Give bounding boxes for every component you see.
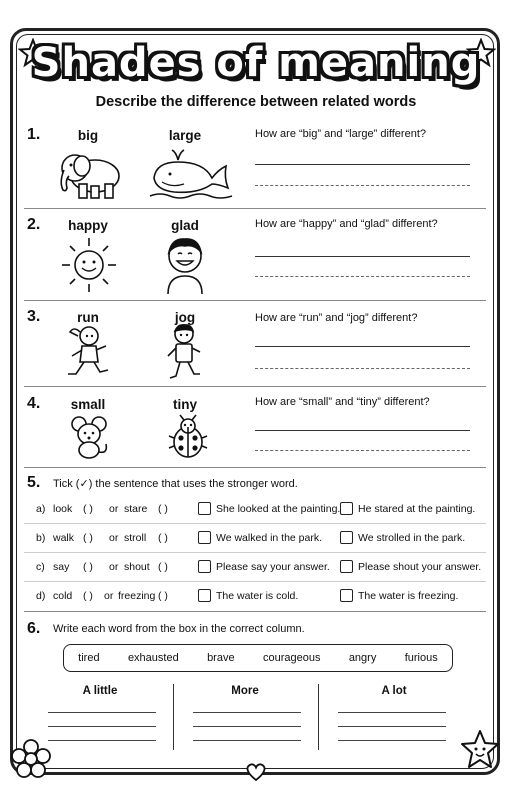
or-text: or [104, 590, 114, 602]
or-text: or [109, 503, 119, 515]
answer-line[interactable] [255, 185, 470, 186]
whale-icon [148, 148, 236, 200]
answer-line[interactable] [255, 256, 470, 257]
divider [24, 467, 486, 468]
checkbox[interactable] [198, 589, 211, 602]
answer-line[interactable] [255, 430, 470, 431]
checkbox[interactable] [198, 502, 211, 515]
question-text: How are “big” and “large” different? [255, 128, 426, 140]
tick-paren[interactable]: ( ) [83, 561, 93, 573]
word-box-item: tired [78, 652, 100, 664]
tick-paren[interactable]: ( ) [158, 590, 168, 602]
smiling-boy-icon [160, 232, 210, 296]
flower-icon [10, 738, 52, 780]
row-divider [24, 552, 486, 553]
column-header: A little [82, 685, 118, 697]
answer-line[interactable] [338, 726, 446, 727]
question-number: 4. [27, 395, 41, 412]
sentence-option: The water is freezing. [358, 590, 459, 602]
jogging-boy-icon [160, 322, 208, 384]
sentence-option: Please shout your answer. [358, 561, 482, 573]
word-option: shout [124, 561, 150, 573]
word-box-item: angry [348, 652, 377, 664]
question-number: 5. [27, 474, 41, 491]
word-label: happy [68, 218, 108, 233]
answer-line[interactable] [255, 346, 470, 347]
answer-line[interactable] [338, 712, 446, 713]
word-option: cold [53, 590, 73, 602]
checkbox[interactable] [198, 560, 211, 573]
word-option: stare [124, 503, 148, 515]
row-letter: b) [36, 532, 46, 544]
section-instruction: Tick (✓) the sentence that uses the stronger word. [53, 478, 298, 490]
ladybug-icon [168, 414, 208, 460]
word-box-item: courageous [262, 652, 321, 664]
page-subtitle: Describe the difference between related words [95, 94, 417, 110]
answer-line[interactable] [255, 450, 470, 451]
question-number: 6. [27, 620, 41, 637]
word-box-item: exhausted [127, 652, 179, 664]
word-label: large [168, 128, 202, 143]
heart-icon [245, 762, 267, 782]
answer-line[interactable] [48, 726, 156, 727]
tick-paren[interactable]: ( ) [158, 532, 168, 544]
elephant-icon [55, 146, 125, 202]
or-text: or [109, 532, 119, 544]
smiling-star-icon [458, 728, 502, 772]
word-option: look [53, 503, 73, 515]
word-label: jog [174, 310, 196, 325]
word-label: tiny [172, 397, 197, 412]
row-letter: a) [36, 503, 46, 515]
word-label: glad [171, 218, 199, 233]
column-divider [173, 684, 174, 750]
mouse-icon [68, 414, 110, 460]
or-text: or [109, 561, 119, 573]
column-divider [318, 684, 319, 750]
tick-paren[interactable]: ( ) [83, 532, 93, 544]
tick-paren[interactable]: ( ) [83, 503, 93, 515]
word-box-item: brave [207, 652, 235, 664]
question-text: How are “run” and “jog” different? [255, 312, 418, 324]
checkbox[interactable] [198, 531, 211, 544]
sun-icon [60, 236, 118, 294]
divider [24, 611, 486, 612]
checkbox[interactable] [340, 560, 353, 573]
answer-line[interactable] [48, 712, 156, 713]
sentence-option: We walked in the park. [216, 532, 323, 544]
question-number: 3. [27, 308, 41, 325]
column-header: A lot [381, 685, 407, 697]
row-letter: c) [36, 561, 45, 573]
checkbox[interactable] [340, 589, 353, 602]
answer-line[interactable] [193, 740, 301, 741]
row-divider [24, 581, 486, 582]
divider [24, 300, 486, 301]
sentence-option: He stared at the painting. [358, 503, 476, 515]
question-text: How are “small” and “tiny” different? [255, 396, 430, 408]
tick-paren[interactable]: ( ) [83, 590, 93, 602]
divider [24, 386, 486, 387]
column-header: More [231, 685, 259, 697]
word-option: freezing [118, 590, 156, 602]
divider [24, 208, 486, 209]
checkbox[interactable] [340, 502, 353, 515]
word-box [63, 644, 453, 672]
question-number: 1. [27, 126, 41, 143]
row-letter: d) [36, 590, 46, 602]
answer-line[interactable] [193, 712, 301, 713]
word-box-item: furious [404, 652, 438, 664]
answer-line[interactable] [255, 276, 470, 277]
sentence-option: She looked at the painting. [216, 503, 341, 515]
word-option: walk [53, 532, 75, 544]
page-title: Shades of meaning [31, 40, 481, 86]
question-number: 2. [27, 216, 41, 233]
question-text: How are “happy” and “glad” different? [255, 218, 438, 230]
word-label: big [77, 128, 99, 143]
running-girl-icon [62, 324, 114, 382]
answer-line[interactable] [48, 740, 156, 741]
answer-line[interactable] [193, 726, 301, 727]
answer-line[interactable] [338, 740, 446, 741]
checkbox[interactable] [340, 531, 353, 544]
section-instruction: Write each word from the box in the correct column. [53, 623, 305, 635]
word-option: say [53, 561, 70, 573]
word-label: small [70, 397, 106, 412]
answer-line[interactable] [255, 368, 470, 369]
answer-line[interactable] [255, 164, 470, 165]
tick-paren[interactable]: ( ) [158, 503, 168, 515]
tick-paren[interactable]: ( ) [158, 561, 168, 573]
sentence-option: The water is cold. [216, 590, 299, 602]
sentence-option: Please say your answer. [216, 561, 330, 573]
sentence-option: We strolled in the park. [358, 532, 466, 544]
word-label: run [77, 310, 99, 325]
row-divider [24, 523, 486, 524]
word-option: stroll [124, 532, 147, 544]
